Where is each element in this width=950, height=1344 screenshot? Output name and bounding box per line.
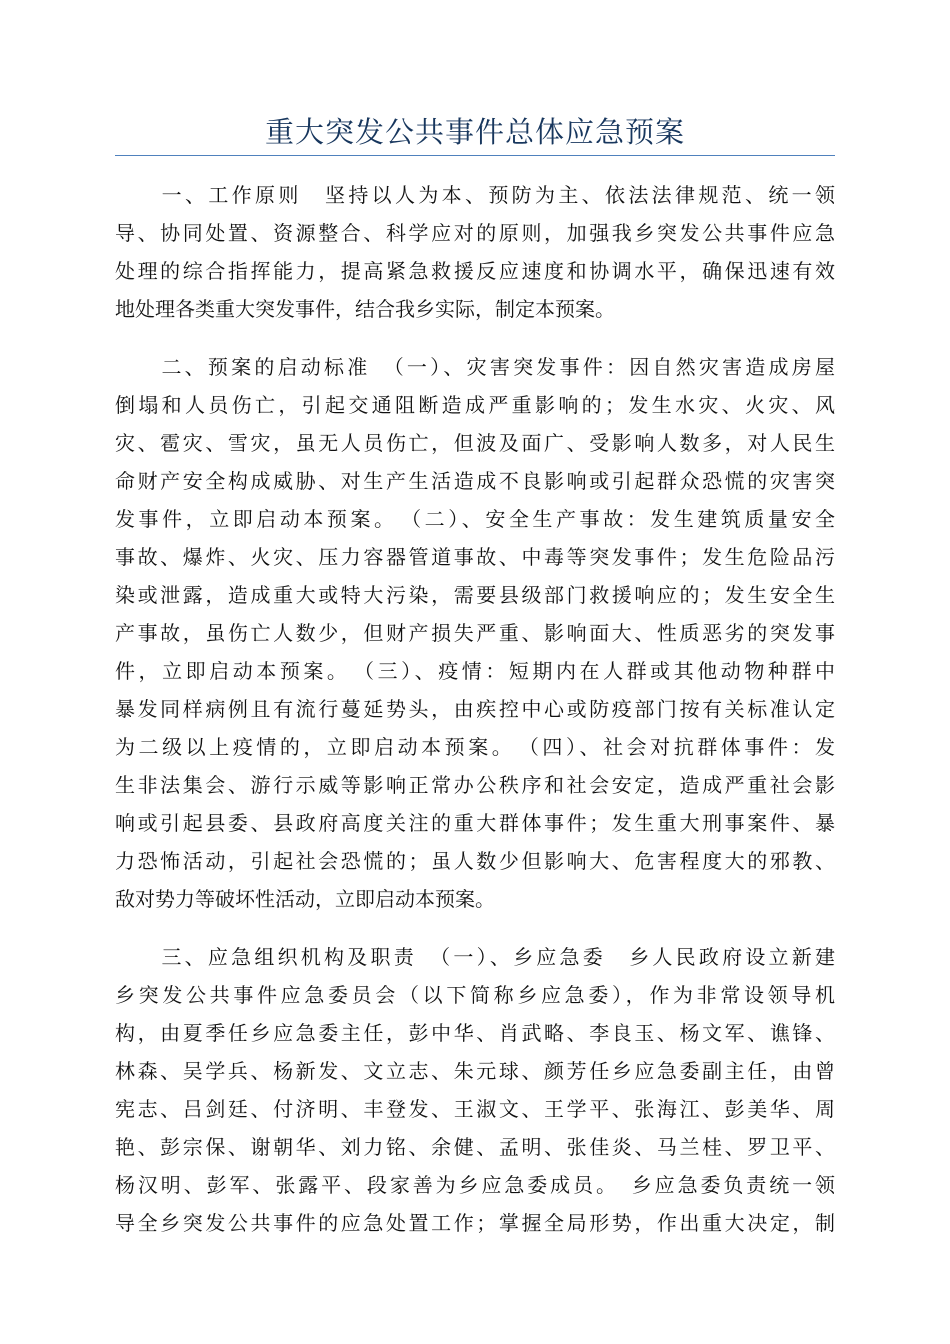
text-line: 发事件，立即启动本预案。 （二）、安全生产事故：发生建筑质量安全 [115, 507, 835, 531]
text-line: 地处理各类重大突发事件，结合我乡实际，制定本预案。 [115, 297, 615, 321]
text-line: 倒塌和人员伤亡，引起交通阻断造成严重影响的；发生水灾、火灾、风 [115, 393, 835, 417]
text-line: 导全乡突发公共事件的应急处置工作；掌握全局形势，作出重大决定，制 [115, 1211, 835, 1235]
document-body [115, 176, 835, 1262]
text-line: 构，由夏季任乡应急委主任，彭中华、肖武略、李良玉、杨文军、谯锋、 [115, 1021, 835, 1045]
text-line: 产事故，虽伤亡人数少，但财产损失严重、影响面大、性质恶劣的突发事 [115, 621, 835, 645]
text-line: 为二级以上疫情的，立即启动本预案。 （四）、社会对抗群体事件：发 [115, 735, 835, 759]
text-line: 宪志、吕剑廷、付济明、丰登发、王淑文、王学平、张海江、彭美华、周 [115, 1097, 835, 1121]
text-line: 染或泄露，造成重大或特大污染，需要县级部门救援响应的；发生安全生 [115, 583, 835, 607]
document-title: 重大突发公共事件总体应急预案 [264, 115, 685, 149]
text-line: 处理的综合指挥能力，提高紧急救援反应速度和协调水平，确保迅速有效 [115, 259, 835, 283]
text-line: 生非法集会、游行示威等影响正常办公秩序和社会安定，造成严重社会影 [115, 773, 835, 797]
text-line: 林森、吴学兵、杨新发、文立志、朱元球、颜芳任乡应急委副主任，由曾 [115, 1059, 835, 1083]
paragraph-work-principles [115, 176, 835, 328]
title-underline [115, 155, 835, 156]
text-line: 力恐怖活动，引起社会恐慌的；虽人数少但影响大、危害程度大的邪教、 [115, 849, 835, 873]
text-line: 响或引起县委、县政府高度关注的重大群体事件；发生重大刑事案件、暴 [115, 811, 835, 835]
paragraph-activation-standards [115, 348, 835, 918]
text-line: 杨汉明、彭军、张露平、段家善为乡应急委成员。 乡应急委负责统一领 [115, 1173, 835, 1197]
text-line: 三、应急组织机构及职责 （一）、乡应急委 乡人民政府设立新建 [115, 945, 835, 969]
text-line: 一、工作原则 坚持以人为本、预防为主、依法法律规范、统一领 [115, 183, 835, 207]
paragraph-organization-duties [115, 938, 835, 1242]
text-line: 暴发同样病例且有流行蔓延势头，由疾控中心或防疫部门按有关标准认定 [115, 697, 835, 721]
text-line: 事故、爆炸、火灾、压力容器管道事故、中毒等突发事件；发生危险品污 [115, 545, 835, 569]
text-line: 灾、雹灾、雪灾，虽无人员伤亡，但波及面广、受影响人数多，对人民生 [115, 431, 835, 455]
text-line: 二、预案的启动标准 （一）、灾害突发事件：因自然灾害造成房屋 [115, 355, 835, 379]
text-line: 导、协同处置、资源整合、科学应对的原则，加强我乡突发公共事件应急 [115, 221, 835, 245]
text-line: 件，立即启动本预案。 （三）、疫情：短期内在人群或其他动物种群中 [115, 659, 835, 683]
text-line: 艳、彭宗保、谢朝华、刘力铭、余健、孟明、张佳炎、马兰桂、罗卫平、 [115, 1135, 835, 1159]
text-line: 敌对势力等破坏性活动，立即启动本预案。 [115, 887, 495, 911]
text-line: 乡突发公共事件应急委员会（以下简称乡应急委），作为非常设领导机 [115, 983, 835, 1007]
text-line: 命财产安全构成威胁、对生产生活造成不良影响或引起群众恐慌的灾害突 [115, 469, 835, 493]
